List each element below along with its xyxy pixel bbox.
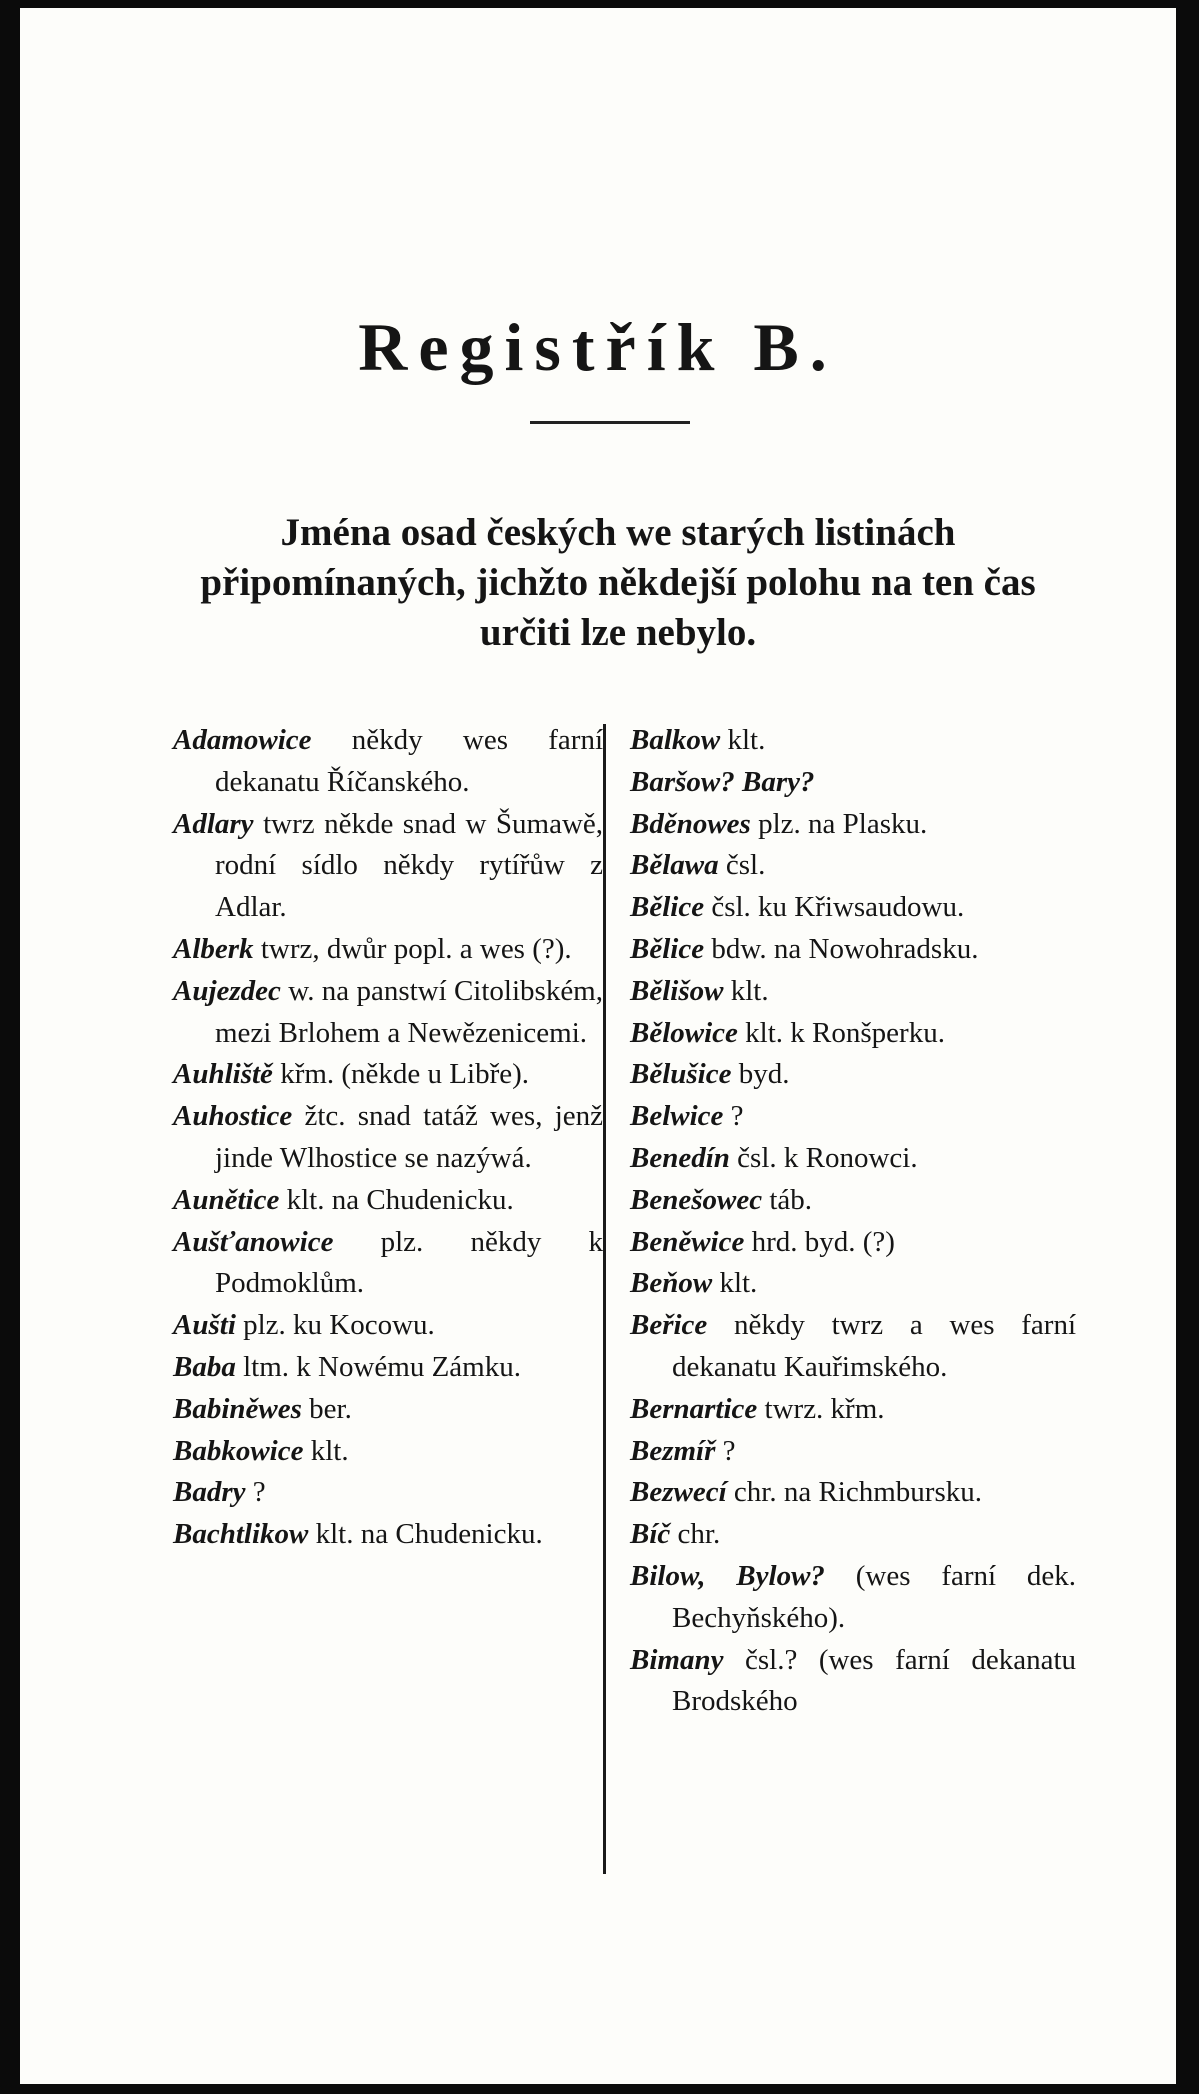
entry xyxy=(630,1514,1076,1556)
entry-text: twrz. křm. xyxy=(764,1392,885,1425)
entry xyxy=(173,720,603,804)
entry xyxy=(630,1054,1076,1096)
entry xyxy=(630,929,1076,971)
entry-text: někdy twrz a wes farní dekanatu Kauřimského. xyxy=(672,1309,1076,1383)
entry-name: Bezwecí xyxy=(630,1476,727,1509)
entry xyxy=(173,1472,603,1514)
entry-text: chr. na Richmbursku. xyxy=(733,1476,982,1509)
entry-text: twrz někde snad w Šumawě, rodní sídlo někdy rytířůw z Adlar. xyxy=(215,807,604,924)
entry-text: ber. xyxy=(309,1392,352,1425)
entry-text: klt. xyxy=(719,1267,758,1300)
page-subtitle: Jména osad českých we starých listinách připomínaných, jichžto někdejší polohu na ten čas určiti lze nebylo. xyxy=(200,511,1036,654)
entry-name: Benedín xyxy=(630,1141,730,1174)
entry-name: Bernartice xyxy=(630,1392,758,1425)
entry xyxy=(173,929,603,971)
entry-text: hrd. byd. (?) xyxy=(751,1225,895,1258)
entry xyxy=(173,1222,603,1306)
entry xyxy=(630,1180,1076,1222)
entry xyxy=(630,1138,1076,1180)
entry-name: Babiněwes xyxy=(173,1392,302,1425)
entry xyxy=(173,1389,603,1431)
entry-text: někdy wes farní dekanatu Říčanského. xyxy=(215,724,604,798)
entry xyxy=(630,1389,1076,1431)
entry-text: ? xyxy=(730,1100,744,1133)
entry xyxy=(630,720,1076,762)
entry-text: klt. xyxy=(310,1434,349,1467)
entry-name: Aujezdec xyxy=(173,974,281,1007)
entry-name: Aušti xyxy=(173,1309,236,1342)
entry-text: ? xyxy=(722,1434,736,1467)
entry-text: w. na panstwí Citolibském, mezi Brlohem a Newězenicemi. xyxy=(215,974,603,1049)
entry-text: plz. ku Kocowu. xyxy=(243,1309,435,1342)
entry-name: Baršow? Bary? xyxy=(630,765,815,798)
entry-name: Bělice xyxy=(630,891,705,924)
entry-text: klt. na Chudenicku. xyxy=(315,1518,543,1551)
entry-name: Aunětice xyxy=(173,1183,280,1216)
entry-name: Bělawa xyxy=(630,849,719,882)
entry xyxy=(173,1305,603,1347)
entry xyxy=(630,1472,1076,1514)
entry-text: žtc. snad tatáž wes, jenž jinde Wlhostice se nazýwá. xyxy=(215,1100,603,1174)
entry-name: Bilow, Bylow? xyxy=(630,1559,825,1592)
entry-text: klt. xyxy=(730,974,769,1007)
entry-text: čsl. ku Křiwsaudowu. xyxy=(711,891,965,924)
right-column xyxy=(630,720,1076,1723)
entry-name: Benešowec xyxy=(630,1183,763,1216)
entry-text: čsl. k Ronowci. xyxy=(737,1141,918,1174)
entry xyxy=(173,1347,603,1389)
entry-name: Bělowice xyxy=(630,1016,738,1049)
left-column xyxy=(173,720,603,1556)
entry-text: ltm. k Nowému Zámku. xyxy=(243,1350,521,1383)
entry xyxy=(630,1096,1076,1138)
entry xyxy=(173,1431,603,1473)
entry-name: Bachtlikow xyxy=(173,1518,309,1551)
entry xyxy=(630,845,1076,887)
document-page xyxy=(20,8,1176,2084)
entry-name: Bíč xyxy=(630,1518,671,1551)
entry-name: Baba xyxy=(173,1350,236,1383)
entry-name: Beňow xyxy=(630,1267,713,1300)
entry-text: klt. k Ronšperku. xyxy=(745,1016,945,1049)
entry xyxy=(173,1514,603,1556)
entry-text: plz. někdy k Podmoklům. xyxy=(215,1225,603,1300)
entry-text: čsl.? (wes farní dekanatu Brodského xyxy=(672,1643,1077,1718)
entry-name: Adamowice xyxy=(173,724,312,756)
entry-name: Auhostice xyxy=(173,1100,293,1133)
entry-text: čsl. xyxy=(725,849,766,882)
entry-text: byd. xyxy=(738,1058,790,1091)
entry-text: křm. (někde u Libře). xyxy=(280,1058,530,1091)
entry-name: Auhliště xyxy=(173,1058,273,1091)
entry-name: Bělice xyxy=(630,932,705,965)
entry-name: Bimany xyxy=(630,1643,724,1676)
entry-text: ? xyxy=(252,1476,266,1509)
page-title: Registřík B. xyxy=(358,309,838,385)
entry xyxy=(173,804,603,929)
entry-name: Bezmíř xyxy=(630,1434,716,1467)
entry-name: Balkow xyxy=(630,724,721,756)
entry-text: klt. xyxy=(727,724,766,756)
entry-name: Beněwice xyxy=(630,1225,745,1258)
entry xyxy=(630,887,1076,929)
entry-name: Bělišow xyxy=(630,974,724,1007)
entry xyxy=(173,971,603,1055)
entry-text: twrz, dwůr popl. a wes (?). xyxy=(260,932,572,965)
entry-name: Badry xyxy=(173,1476,246,1509)
entry xyxy=(630,1263,1076,1305)
entry xyxy=(173,1180,603,1222)
title-rule xyxy=(530,421,690,424)
entry-name: Belwice xyxy=(630,1100,724,1133)
entry-text: chr. xyxy=(677,1518,721,1551)
entry-name: Alberk xyxy=(173,932,254,965)
entry-text: táb. xyxy=(769,1183,813,1216)
entry xyxy=(630,1431,1076,1473)
entry xyxy=(630,1640,1076,1724)
entry-name: Beřice xyxy=(630,1309,708,1342)
entry-text: klt. na Chudenicku. xyxy=(286,1183,514,1216)
entry xyxy=(630,1556,1076,1640)
entry-name: Bděnowes xyxy=(630,807,751,840)
entry xyxy=(630,1305,1076,1389)
entry xyxy=(173,1054,603,1096)
entry xyxy=(630,971,1076,1013)
entry-text: bdw. na Nowohradsku. xyxy=(711,932,979,965)
column-divider xyxy=(603,724,606,1874)
entry xyxy=(630,762,1076,804)
entry-text: plz. na Plasku. xyxy=(758,807,928,840)
entry-name: Bělušice xyxy=(630,1058,732,1091)
entry-text: (wes farní dek. Bechyňského). xyxy=(672,1559,1077,1634)
entry-name: Adlary xyxy=(173,807,254,840)
entry xyxy=(630,1222,1076,1264)
entry xyxy=(630,804,1076,846)
entry-name: Babkowice xyxy=(173,1434,304,1467)
entry-name: Aušťanowice xyxy=(173,1225,334,1258)
entry xyxy=(173,1096,603,1180)
entry xyxy=(630,1013,1076,1055)
